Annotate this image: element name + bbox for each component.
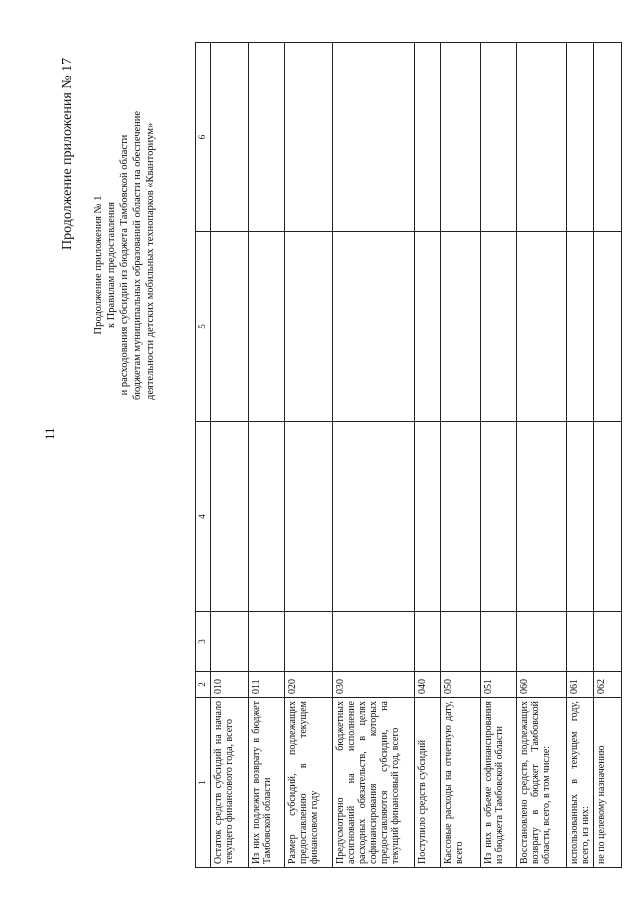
row-label: Остаток средств субсидий на начало текущего финансового года, всего bbox=[211, 698, 249, 868]
table-cell bbox=[567, 422, 594, 612]
table-cell bbox=[517, 422, 567, 612]
row-label: Поступило средств субсидий bbox=[415, 698, 441, 868]
column-header: 1 bbox=[196, 698, 211, 868]
table-cell bbox=[594, 612, 622, 672]
row-code: 040 bbox=[415, 672, 441, 698]
row-label: Предусмотрено бюджетных ассигнований на исполнение расходных обязательств, в целях софинансирования которых предоставляются субсидии, на текущий финансовый год, всего bbox=[333, 698, 415, 868]
table-cell bbox=[415, 232, 441, 422]
table-row bbox=[481, 43, 517, 868]
table-cell bbox=[211, 232, 249, 422]
row-label: Восстановлено средств, подлежащих возврату в бюджет Тамбовской области, всего, в том числе: bbox=[517, 698, 567, 868]
table-cell bbox=[249, 232, 285, 422]
table-cell bbox=[517, 232, 567, 422]
table-cell bbox=[333, 232, 415, 422]
table-cell bbox=[211, 612, 249, 672]
subtitle-line: Продолжение приложения № 1 bbox=[93, 195, 104, 335]
table-cell bbox=[249, 422, 285, 612]
table-cell bbox=[481, 43, 517, 232]
table-row bbox=[594, 43, 622, 868]
table-cell bbox=[594, 232, 622, 422]
table-row bbox=[441, 43, 481, 868]
column-header: 4 bbox=[196, 422, 211, 612]
table-cell bbox=[415, 422, 441, 612]
table-cell bbox=[211, 43, 249, 232]
row-label: Из них в объеме софинансирования из бюджета Тамбовской области bbox=[481, 698, 517, 868]
column-header: 3 bbox=[196, 612, 211, 672]
table-cell bbox=[285, 612, 333, 672]
table-cell bbox=[481, 422, 517, 612]
row-code: 061 bbox=[567, 672, 594, 698]
table-cell bbox=[567, 232, 594, 422]
table-row bbox=[285, 43, 333, 868]
table-cell bbox=[594, 422, 622, 612]
table-cell bbox=[249, 43, 285, 232]
page-title: Продолжение приложения № 17 bbox=[60, 57, 75, 250]
subtitle-line: к Правилам предоставления bbox=[106, 201, 117, 329]
row-code: 020 bbox=[285, 672, 333, 698]
column-header: 2 bbox=[196, 672, 211, 698]
row-code: 010 bbox=[211, 672, 249, 698]
subtitle-line: бюджетам муниципальных образований области на обеспечение bbox=[132, 110, 143, 400]
table-cell bbox=[333, 43, 415, 232]
report-table bbox=[195, 42, 622, 868]
table-cell bbox=[333, 422, 415, 612]
table-cell bbox=[415, 612, 441, 672]
table-cell bbox=[567, 612, 594, 672]
table-header-row bbox=[196, 43, 211, 868]
table-row bbox=[333, 43, 415, 868]
row-label: Из них подлежит возврату в бюджет Тамбовской области bbox=[249, 698, 285, 868]
table-cell bbox=[333, 612, 415, 672]
column-header: 5 bbox=[196, 232, 211, 422]
table-cell bbox=[441, 232, 481, 422]
table-cell bbox=[285, 422, 333, 612]
row-label: Размер субсидий, подлежащих предоставлению в текущем финансовом году bbox=[285, 698, 333, 868]
row-label: не по целевому назначению bbox=[594, 698, 622, 868]
table-cell bbox=[481, 612, 517, 672]
row-label: Кассовые расходы на отчетную дату, всего bbox=[441, 698, 481, 868]
table-cell bbox=[441, 43, 481, 232]
table-cell bbox=[441, 422, 481, 612]
report-table-wrapper bbox=[195, 43, 620, 868]
subtitle-block bbox=[92, 110, 157, 400]
table-cell bbox=[517, 612, 567, 672]
page-number: 11 bbox=[42, 427, 57, 440]
table-cell bbox=[481, 232, 517, 422]
subtitle-line: и расходования субсидий из бюджета Тамбовской области bbox=[119, 134, 130, 396]
table-row bbox=[567, 43, 594, 868]
row-label: использованных в текущем году, всего, из них: bbox=[567, 698, 594, 868]
row-code: 051 bbox=[481, 672, 517, 698]
table-cell bbox=[415, 43, 441, 232]
table-row bbox=[249, 43, 285, 868]
column-header: 6 bbox=[196, 43, 211, 232]
row-code: 060 bbox=[517, 672, 567, 698]
subtitle-line: деятельности детских мобильных технопарков «Кванториум» bbox=[145, 122, 156, 400]
table-cell bbox=[285, 232, 333, 422]
table-cell bbox=[441, 612, 481, 672]
table-cell bbox=[285, 43, 333, 232]
table-cell bbox=[594, 43, 622, 232]
row-code: 050 bbox=[441, 672, 481, 698]
row-code: 011 bbox=[249, 672, 285, 698]
table-row bbox=[211, 43, 249, 868]
table-row bbox=[415, 43, 441, 868]
row-code: 062 bbox=[594, 672, 622, 698]
table-cell bbox=[211, 422, 249, 612]
table-cell bbox=[567, 43, 594, 232]
table-cell bbox=[517, 43, 567, 232]
table-row bbox=[517, 43, 567, 868]
table-cell bbox=[249, 612, 285, 672]
row-code: 030 bbox=[333, 672, 415, 698]
